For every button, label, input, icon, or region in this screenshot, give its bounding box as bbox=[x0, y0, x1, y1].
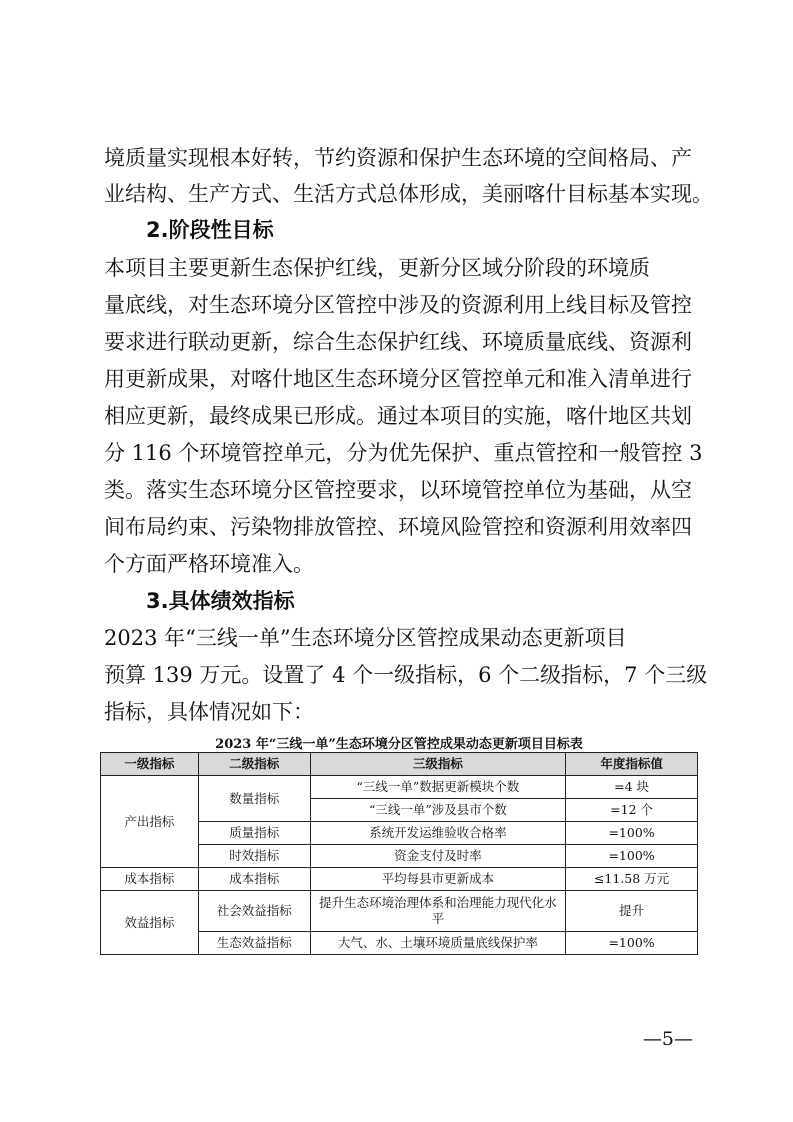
body-text-line: 指标，具体情况如下： bbox=[104, 700, 314, 724]
body-text-line: 2023 年“三线一单”生态环境分区管控成果动态更新项目 bbox=[104, 626, 627, 650]
header-annual-value: 年度指标值 bbox=[566, 753, 698, 776]
goals-table bbox=[100, 752, 698, 955]
cell-level3: 大气、水、土壤环境质量底线保护率 bbox=[310, 932, 566, 955]
cell-level2: 社会效益指标 bbox=[198, 891, 310, 932]
body-text-line: 本项目主要更新生态保护红线，更新分区域分阶段的环境质 bbox=[104, 256, 650, 280]
table-row bbox=[101, 776, 698, 799]
cell-level1: 成本指标 bbox=[101, 868, 199, 891]
cell-value: =100% bbox=[566, 845, 698, 868]
cell-level3: “三线一单”数据更新模块个数 bbox=[310, 776, 566, 799]
cell-level2: 生态效益指标 bbox=[198, 932, 310, 955]
body-text-line: 预算 139 万元。设置了 4 个一级指标，6 个二级指标，7 个三级 bbox=[104, 663, 708, 687]
cell-level3: “三线一单”涉及县市个数 bbox=[310, 799, 566, 822]
body-text-line: 量底线，对生态环境分区管控中涉及的资源利用上线目标及管控 bbox=[104, 293, 692, 317]
page-number: —5— bbox=[642, 1028, 693, 1050]
body-text-line: 要求进行联动更新，综合生态保护红线、环境质量底线、资源利 bbox=[104, 330, 692, 354]
cell-level3: 系统开发运维验收合格率 bbox=[310, 822, 566, 845]
section-heading: 3.具体绩效指标 bbox=[146, 589, 295, 613]
body-text-line: 用更新成果，对喀什地区生态环境分区管控单元和准入清单进行 bbox=[104, 367, 692, 391]
header-level1: 一级指标 bbox=[101, 753, 199, 776]
cell-level3: 资金支付及时率 bbox=[310, 845, 566, 868]
body-text-line: 个方面严格环境准入。 bbox=[104, 552, 314, 576]
body-text-line: 境质量实现根本好转，节约资源和保护生态环境的空间格局、产 bbox=[104, 146, 692, 170]
table-header-row bbox=[101, 753, 698, 776]
cell-level2: 成本指标 bbox=[198, 868, 310, 891]
table-row bbox=[101, 891, 698, 932]
table-caption: 2023 年“三线一单”生态环境分区管控成果动态更新项目目标表 bbox=[215, 737, 583, 752]
body-text-line: 分 116 个环境管控单元，分为优先保护、重点管控和一般管控 3 bbox=[104, 441, 703, 465]
cell-level1: 产出指标 bbox=[101, 776, 199, 868]
table-row bbox=[101, 868, 698, 891]
cell-level1: 效益指标 bbox=[101, 891, 199, 955]
cell-value: =100% bbox=[566, 932, 698, 955]
cell-value: =12 个 bbox=[566, 799, 698, 822]
cell-value: 提升 bbox=[566, 891, 698, 932]
body-text-line: 类。落实生态环境分区管控要求，以环境管控单位为基础，从空 bbox=[104, 478, 692, 502]
body-text-line: 业结构、生产方式、生活方式总体形成，美丽喀什目标基本实现。 bbox=[104, 182, 713, 206]
cell-level2: 质量指标 bbox=[198, 822, 310, 845]
header-level3: 三级指标 bbox=[310, 753, 566, 776]
cell-level2: 数量指标 bbox=[198, 776, 310, 822]
body-text-line: 间布局约束、污染物排放管控、环境风险管控和资源利用效率四 bbox=[104, 515, 692, 539]
cell-value: ≤11.58 万元 bbox=[566, 868, 698, 891]
cell-value: =100% bbox=[566, 822, 698, 845]
section-heading: 2.阶段性目标 bbox=[146, 218, 274, 242]
header-level2: 二级指标 bbox=[198, 753, 310, 776]
cell-level3: 提升生态环境治理体系和治理能力现代化水平 bbox=[310, 891, 566, 932]
cell-level3: 平均每县市更新成本 bbox=[310, 868, 566, 891]
cell-level2: 时效指标 bbox=[198, 845, 310, 868]
cell-value: =4 块 bbox=[566, 776, 698, 799]
body-text-line: 相应更新，最终成果已形成。通过本项目的实施，喀什地区共划 bbox=[104, 404, 692, 428]
